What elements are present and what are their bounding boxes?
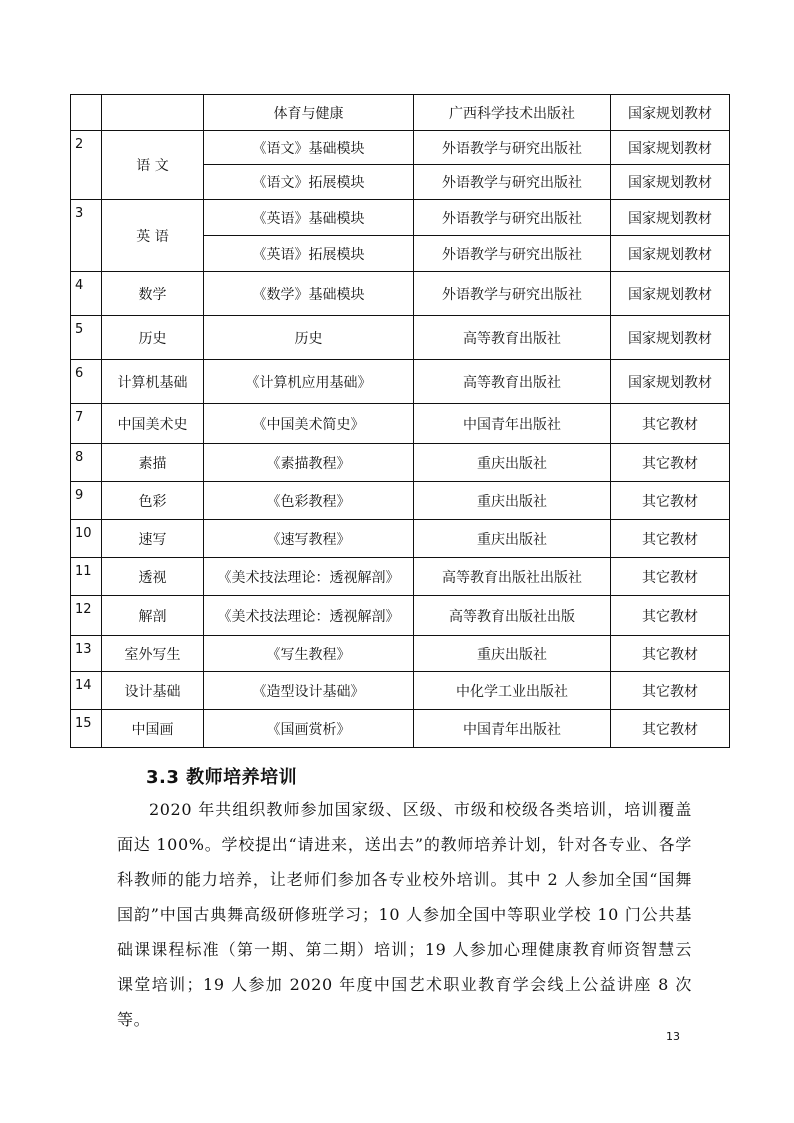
type-cell: 其它教材	[611, 444, 730, 482]
textbook-table	[70, 94, 730, 748]
textbook-cell: 《数学》基础模块	[204, 272, 414, 316]
textbook-cell: 《语文》拓展模块	[204, 165, 414, 200]
publisher-cell: 重庆出版社	[414, 444, 611, 482]
table-row	[71, 200, 730, 236]
publisher-cell: 外语教学与研究出版社	[414, 165, 611, 200]
publisher-cell: 外语教学与研究出版社	[414, 236, 611, 272]
publisher-cell: 广西科学技术出版社	[414, 95, 611, 131]
section-heading: 3.3 教师培养培训	[146, 767, 298, 788]
row-index: 10	[71, 520, 102, 558]
row-index: 6	[71, 360, 102, 404]
table-row	[71, 404, 730, 444]
type-cell: 国家规划教材	[611, 131, 730, 165]
subject-cell: 素描	[102, 444, 204, 482]
type-cell: 国家规划教材	[611, 236, 730, 272]
subject-cell: 历史	[102, 316, 204, 360]
subject-cell: 色彩	[102, 482, 204, 520]
row-index: 4	[71, 272, 102, 316]
textbook-cell: 《素描教程》	[204, 444, 414, 482]
textbook-cell: 历史	[204, 316, 414, 360]
textbook-cell: 《国画赏析》	[204, 710, 414, 748]
table-row	[71, 316, 730, 360]
type-cell: 其它教材	[611, 404, 730, 444]
publisher-cell: 高等教育出版社出版	[414, 596, 611, 636]
row-index: 3	[71, 200, 102, 272]
type-cell: 其它教材	[611, 672, 730, 710]
subject-cell: 语 文	[102, 131, 204, 200]
publisher-cell: 中国青年出版社	[414, 404, 611, 444]
table-row	[71, 444, 730, 482]
type-cell: 其它教材	[611, 596, 730, 636]
publisher-cell: 外语教学与研究出版社	[414, 272, 611, 316]
type-cell: 其它教材	[611, 636, 730, 672]
subject-cell: 英 语	[102, 200, 204, 272]
table-row	[71, 272, 730, 316]
table-row	[71, 636, 730, 672]
publisher-cell: 中国青年出版社	[414, 710, 611, 748]
row-index: 7	[71, 404, 102, 444]
type-cell: 国家规划教材	[611, 360, 730, 404]
table-row	[71, 710, 730, 748]
textbook-cell: 《速写教程》	[204, 520, 414, 558]
textbook-cell: 《美术技法理论：透视解剖》	[204, 558, 414, 596]
textbook-cell: 《英语》基础模块	[204, 200, 414, 236]
subject-cell: 计算机基础	[102, 360, 204, 404]
textbook-cell: 《美术技法理论：透视解剖》	[204, 596, 414, 636]
row-index: 14	[71, 672, 102, 710]
row-index: 15	[71, 710, 102, 748]
publisher-cell: 高等教育出版社出版社	[414, 558, 611, 596]
subject-cell: 中国美术史	[102, 404, 204, 444]
publisher-cell: 高等教育出版社	[414, 316, 611, 360]
textbook-cell: 《色彩教程》	[204, 482, 414, 520]
textbook-cell: 《中国美术简史》	[204, 404, 414, 444]
page-number: 13	[666, 1030, 680, 1043]
row-index: 12	[71, 596, 102, 636]
table-row	[71, 360, 730, 404]
publisher-cell: 中化学工业出版社	[414, 672, 611, 710]
type-cell: 国家规划教材	[611, 272, 730, 316]
row-index	[71, 95, 102, 131]
type-cell: 其它教材	[611, 520, 730, 558]
subject-cell: 设计基础	[102, 672, 204, 710]
publisher-cell: 外语教学与研究出版社	[414, 200, 611, 236]
table-row	[71, 596, 730, 636]
subject-cell	[102, 95, 204, 131]
type-cell: 国家规划教材	[611, 95, 730, 131]
subject-cell: 速写	[102, 520, 204, 558]
body-paragraph	[117, 792, 692, 1037]
textbook-cell: 《写生教程》	[204, 636, 414, 672]
table-row	[71, 482, 730, 520]
row-index: 5	[71, 316, 102, 360]
publisher-cell: 重庆出版社	[414, 520, 611, 558]
table-row	[71, 672, 730, 710]
table-row	[71, 95, 730, 131]
type-cell: 其它教材	[611, 558, 730, 596]
table-row	[71, 131, 730, 165]
type-cell: 国家规划教材	[611, 200, 730, 236]
type-cell: 其它教材	[611, 482, 730, 520]
textbook-cell: 《英语》拓展模块	[204, 236, 414, 272]
publisher-cell: 重庆出版社	[414, 482, 611, 520]
row-index: 8	[71, 444, 102, 482]
row-index: 13	[71, 636, 102, 672]
type-cell: 其它教材	[611, 710, 730, 748]
publisher-cell: 重庆出版社	[414, 636, 611, 672]
textbook-cell: 《造型设计基础》	[204, 672, 414, 710]
subject-cell: 透视	[102, 558, 204, 596]
subject-cell: 数学	[102, 272, 204, 316]
paragraph-text: 2020 年共组织教师参加国家级、区级、市级和校级各类培训，培训覆盖面达 100%。学校提出“请进来，送出去”的教师培养计划，针对各专业、各学科教师的能力培养，让老师们参加各专业校外培训。其中 2 人参加全国“国舞国韵”中国古典舞高级研修班学习；10 人参加全国中等职业学校 10 门公共基础课课程标准（第一期、第二期）培训；19 人参加心理健康教育师资智慧云课堂培训；19 人参加 2020 年度中国艺术职业教育学会线上公益讲座 8 次等。	[117, 800, 692, 1029]
textbook-cell: 《语文》基础模块	[204, 131, 414, 165]
table-row	[71, 558, 730, 596]
subject-cell: 解剖	[102, 596, 204, 636]
publisher-cell: 外语教学与研究出版社	[414, 131, 611, 165]
textbook-cell: 体育与健康	[204, 95, 414, 131]
type-cell: 国家规划教材	[611, 165, 730, 200]
table-row	[71, 520, 730, 558]
subject-cell: 室外写生	[102, 636, 204, 672]
row-index: 11	[71, 558, 102, 596]
row-index: 2	[71, 131, 102, 200]
subject-cell: 中国画	[102, 710, 204, 748]
textbook-cell: 《计算机应用基础》	[204, 360, 414, 404]
row-index: 9	[71, 482, 102, 520]
type-cell: 国家规划教材	[611, 316, 730, 360]
publisher-cell: 高等教育出版社	[414, 360, 611, 404]
